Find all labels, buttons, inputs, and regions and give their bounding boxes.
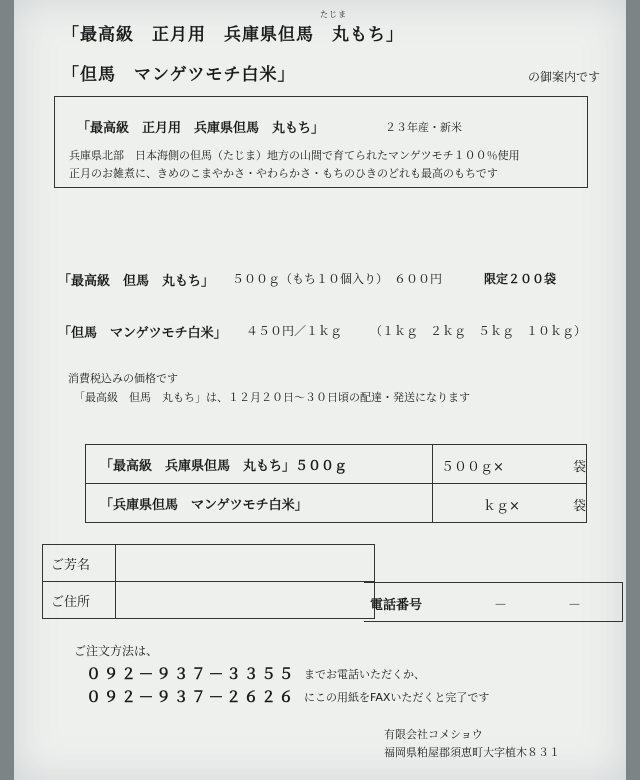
phone-label: 電話番号 bbox=[370, 598, 423, 613]
box-harvest-year: ２３年産・新米 bbox=[385, 121, 462, 134]
order-item-name: 「最高級 兵庫県但馬 丸もち」５００ｇ bbox=[86, 445, 433, 484]
phone-field[interactable] bbox=[364, 582, 623, 622]
title-line-1: 「最高級 正月用 兵庫県但馬 丸もち」 bbox=[62, 25, 404, 45]
table-row bbox=[86, 484, 587, 523]
price-item-2-price: ４５０円／１ｋｇ bbox=[246, 324, 343, 338]
order-bag-label: 袋 bbox=[573, 499, 587, 514]
order-quantity-cell[interactable] bbox=[433, 484, 587, 523]
address-field[interactable] bbox=[116, 582, 375, 619]
company-address: 福岡県粕屋郡須恵町大字植木８３１ bbox=[384, 746, 560, 759]
box-description-line-1: 兵庫県北部 日本海側の但馬（たじま）地方の山間で育てられたマンゲツモチ１００％使用 bbox=[69, 149, 520, 162]
phone-dash-1: － bbox=[494, 598, 508, 613]
title-line-2: 「但馬 マンゲツモチ白米」 bbox=[62, 65, 296, 85]
box-description-line-2: 正月のお雑煮に、きめのこまやかさ・やわらかさ・もちのひきのどれも最高のもちです bbox=[69, 167, 498, 180]
table-row bbox=[86, 445, 587, 484]
price-item-1-limit: 限定２００袋 bbox=[484, 272, 557, 286]
table-row bbox=[43, 582, 375, 619]
fax-number: ０９２－９３７－２６２６ bbox=[86, 688, 297, 706]
address-label: ご住所 bbox=[43, 582, 116, 619]
phone-number: ０９２－９３７－３３５５ bbox=[86, 665, 297, 683]
price-item-1-detail: ５００ｇ（もち１０個入り） ６００円 bbox=[232, 272, 443, 286]
order-unit-label: ５００ｇ× bbox=[441, 460, 504, 475]
customer-info-table bbox=[42, 544, 375, 619]
price-item-2-sizes: （１ｋｇ ２ｋｇ ５ｋｇ １０ｋｇ） bbox=[370, 324, 587, 338]
phone-number-note: までお電話いただくか、 bbox=[304, 668, 425, 681]
order-table bbox=[85, 444, 587, 523]
order-unit-label: ｋｇ× bbox=[483, 499, 520, 514]
delivery-note: 「最高級 但馬 丸もち」は、１２月２０日～３０日頃の配達・発送になります bbox=[74, 391, 470, 404]
furigana-tajima: たじま bbox=[320, 10, 347, 19]
order-quantity-cell[interactable] bbox=[433, 445, 587, 484]
name-label: ご芳名 bbox=[43, 545, 116, 582]
fax-number-note: にこの用紙をFAXいただくと完了です bbox=[304, 691, 490, 704]
name-field[interactable] bbox=[116, 545, 375, 582]
order-item-name: 「兵庫県但馬 マンゲツモチ白米」 bbox=[86, 484, 433, 523]
tax-note: 消費税込みの価格です bbox=[68, 372, 178, 385]
company-name: 有限会社コメショウ bbox=[384, 728, 483, 741]
box-product-name: 「最高級 正月用 兵庫県但馬 丸もち」 bbox=[77, 121, 325, 136]
price-item-2-name: 「但馬 マンゲツモチ白米」 bbox=[58, 326, 227, 341]
price-item-1-name: 「最高級 但馬 丸もち」 bbox=[58, 274, 215, 289]
phone-dash-2: － bbox=[568, 598, 582, 613]
intro-text: の御案内です bbox=[528, 70, 601, 84]
table-row bbox=[43, 545, 375, 582]
product-description-box bbox=[54, 96, 588, 188]
order-bag-label: 袋 bbox=[573, 460, 587, 475]
order-form-sheet bbox=[14, 0, 626, 780]
order-method-label: ご注文方法は、 bbox=[74, 644, 159, 658]
